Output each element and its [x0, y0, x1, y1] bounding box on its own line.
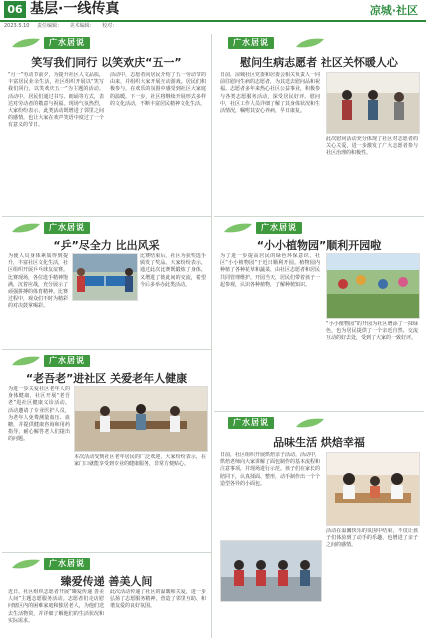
section-tag: 广水居说: [44, 222, 90, 234]
editor-label: 责任编辑：: [37, 23, 63, 29]
right-column: [214, 34, 424, 638]
divider: [2, 216, 211, 217]
divider: [2, 349, 211, 350]
article-headline: 笑写我们同行 以笑欢庆“五一”: [31, 56, 182, 69]
article-body-cont: 本次活动受到社区老年居民的广泛欢迎，大家纷纷表示，在家门口就能享受到专业的健康服务，非常方便贴心。: [74, 454, 206, 468]
article-headline: 慰问生病志愿者 社区关怀暖人心: [240, 56, 398, 69]
leaf-icon: [10, 222, 44, 234]
article-headline: “老吾老”进社区 关爱老年人健康: [25, 372, 188, 385]
article-headline: 臻爱传递 善美人间: [60, 575, 153, 588]
visit-photo: [326, 72, 420, 134]
leaf-icon: [294, 37, 328, 49]
article-body-cont: 此次活动传递了社区的温暖和关爱，进一步弘扬了志愿服务精神，营造了邻里互助、和谐友爱的良好氛围。: [110, 589, 206, 610]
issue-date: 2023.5.10: [4, 23, 30, 29]
article-garden: [214, 219, 424, 409]
section-tag: 广水居说: [228, 417, 274, 429]
garden-photo: [326, 253, 420, 319]
volunteer-group-photo: [220, 540, 322, 602]
article-body-cont: 活动中，志愿者向居民介绍了五一劳动节的由来，并组织大家开展互动游戏。居民们积极参与，在欢乐的氛围中感受到社区大家庭的温暖。下一步，社区将继续开展形式多样的文化活动，不断丰富居民精神文化生活。: [110, 72, 206, 107]
article-body-cont: 活动在温馨快乐的氛围中结束，不仅让孩子们体验到了动手的乐趣，也增进了亲子之间的感情。: [326, 528, 418, 549]
divider: [214, 411, 424, 412]
leaf-icon: [222, 222, 256, 234]
proofreader-label: 校对：: [102, 23, 118, 29]
article-labor-day: [2, 34, 211, 214]
leaf-icon: [294, 417, 328, 429]
article-body: 近日，社区组织志愿者开展“臻爱传递 善美人间”主题志愿服务活动。志愿者们走访慰问辖区内的困难家庭和独居老人，为他们送去生活物资，并详细了解他们的生活状况和实际需求。: [8, 589, 104, 624]
article-body: “月一”劳动节前夕，为提升社区人文品质，丰富居民业余生活，社区组织开展以“笑写我们同行，以笑欢庆五一”为主题的活动。活动中，居民们通过书写、朗诵等方式，表达对劳动者的敬意与祝福。现场气氛热烈，大家纷纷表示，此类活动既增进了邻里之间的感情，也让大家在欢声笑语中度过了一个有意义的节日。: [8, 72, 104, 129]
page-header: [0, 0, 426, 22]
pingpong-photo: [72, 253, 138, 301]
leaf-icon: [10, 37, 44, 49]
article-baking: [214, 414, 424, 638]
page-title: 基层·一线传真: [30, 1, 120, 17]
section-tag: 广水居说: [228, 37, 274, 49]
left-column: [2, 34, 212, 638]
article-headline: “小小植物园”顺利开园啦: [256, 239, 382, 252]
section-tag: 广水居说: [44, 37, 90, 49]
article-body-cont: “小小植物园”的开园为社区增添了一抹绿色，也为居民提供了一个亲近自然、交流互动的好去处，受到了大家的一致好评。: [326, 321, 418, 342]
article-volunteer: [2, 555, 211, 638]
page-number: 06: [4, 1, 26, 18]
article-pingpong: [2, 219, 211, 347]
leaf-icon: [10, 558, 44, 570]
article-headline: “乒”尽全力 比出风采: [53, 239, 160, 252]
divider: [214, 216, 424, 217]
article-body: 为了进一步提高居民的绿色环保意识，社区“小小植物园”于近日顺利开园。植物园内种植了各种花草和蔬菜，由社区志愿者和居民共同管理维护。开园当天，居民们带着孩子一起参观，认识各种植物，了解种植知识。: [220, 253, 320, 288]
header-meta: [0, 22, 426, 31]
edition-name: 凉城·社区: [369, 4, 418, 17]
article-elderly-care: [2, 352, 211, 550]
designer-label: 美术编辑：: [69, 23, 95, 29]
health-checkup-photo: [74, 386, 208, 452]
article-body: 为使人员身体素质得到提升，丰富社区文化生活，社区组织开展乒乓球友谊赛。比赛现场，各位选手精神饱满，沉着应战，充分展示了顽强拼搏的体育精神。比赛过程中，观众们不时为精彩的对决鼓掌喝彩。: [8, 253, 68, 310]
divider: [2, 552, 211, 553]
article-body: 为进一步关爱社区老年人的身体健康，社区开展“老吾老”进社区健康义诊活动。活动邀请了专业医护人员，为老年人免费测量血压、血糖，并提供健康咨询和用药指导，耐心解答老人们提出的问题。: [8, 386, 70, 443]
baking-photo: [326, 452, 420, 526]
section-tag: 广水居说: [44, 355, 90, 367]
article-body: 日前，社区组织开展烘焙亲子活动。活动中，烘焙老师向大家讲解了面包制作的基本流程和注意事项，并现场进行示范。孩子们在家长的陪同下，认真揉面、整形，动手制作出一个个造型各异的小面包。: [220, 452, 320, 487]
article-volunteer-visit: [214, 34, 424, 214]
article-body-cont: 比赛结束后，社区为获奖选手颁发了奖品。大家纷纷表示，通过此次比赛既锻炼了身体，又增进了彼此间的交流，希望今后多举办此类活动。: [140, 253, 206, 288]
article-body: 日前，凉城社区党委和居委会相关负责人一同前往慰问生病的志愿者，为其送去慰问品和祝福。志愿者多年来热心社区公益事业，积极参与各类志愿服务活动，深受居民好评。慰问中，社区工作人员详细了解了其身体状况和生活情况，嘱咐其安心养病，早日康复。: [220, 72, 320, 115]
article-headline: 品味生活 烘焙幸福: [273, 436, 365, 449]
section-tag: 广水居说: [256, 222, 302, 234]
article-body-cont: 此次慰问活动充分体现了社区对志愿者的关心关爱，进一步激发了广大志愿者参与社区治理的积极性。: [326, 136, 418, 157]
leaf-icon: [10, 355, 44, 367]
section-tag: 广水居说: [44, 558, 90, 570]
